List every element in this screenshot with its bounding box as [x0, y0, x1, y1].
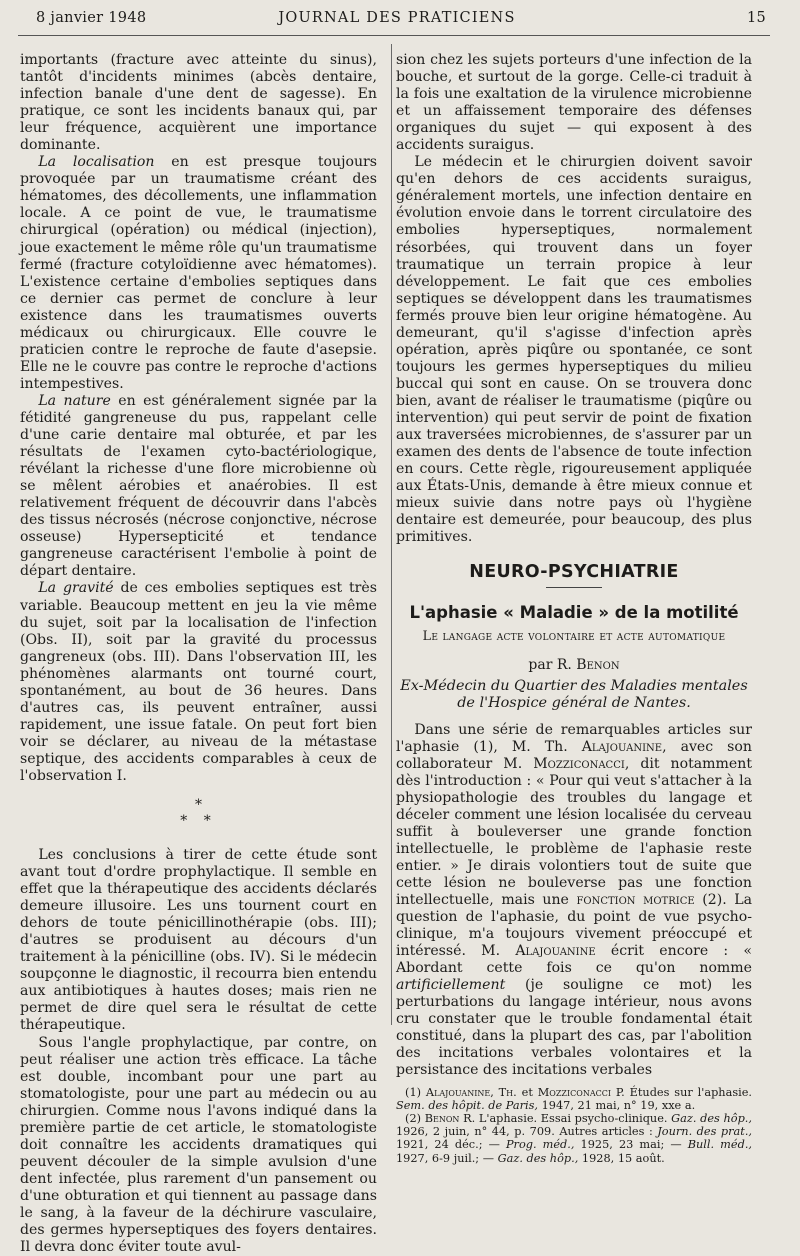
text: (2) — [405, 1111, 425, 1125]
paragraph-lead: La gravité — [38, 580, 114, 597]
footnote-1 — [396, 1086, 752, 1112]
text: Dans une série de remarquables articles sur l'aphasie (1), M. Th. — [396, 721, 752, 755]
paragraph-lead: La nature — [38, 392, 111, 409]
issue-date: 8 janvier 1948 — [36, 10, 147, 26]
emphasis-smallcaps: fonction motrice — [576, 892, 695, 909]
paragraph-text: de ces embolies septiques est très variable. Beaucoup mettent en jeu la vie même du sujet, soit par la localisation de l'infection (Obs. II), soit par la gravité du processus gangreneux (obs. III). Dans l'observation III, les phénomènes alarmants ont tourné court, spontanément, au bout de 36 heures. Dans d'autres cas, ils peuvent entraîner, aussi rapidement, une issue fatale. On peut fort bien voir se déclarer, au niveau de la métastase septique, des accidents comparables à ceux de l'observation I. — [20, 580, 377, 784]
journal-ref: Bull. méd., — [687, 1138, 752, 1152]
paragraph-text: en est presque toujours provoquée par un traumatisme créant des hématomes, des décollements, une inflammation locale. A ce point de vue, le traumatisme chirurgical (opération) ou médical (injection), joue exactement le même rôle qu'un traumatisme fermé (fracture cotyloïdienne avec hématomes). L'existence certaine d'embolies septiques dans ce dernier cas permet de conclure à leur existence dans les traumatismes ouverts médicaux ou chirurgicaux. Elle couvre le praticien contre le reproche de faute d'asepsie. Elle ne le couvre pas contre le reproche d'actions intempestives. — [20, 154, 377, 392]
text: 1921, 24 déc.; — — [396, 1138, 506, 1152]
journal-ref: Prog. méd., — [505, 1138, 575, 1152]
footnote-2 — [396, 1112, 752, 1165]
paragraph-lead: La localisation — [38, 154, 155, 171]
text: (je souligne ce mot) les perturbations du langage intérieur, nous avons cru constater que le trouble fondamental était constitué, dans la plupart des cas, par l'abolition des incitations verbales volontaires et la persistance des incitations verbales — [396, 977, 752, 1079]
text: (2). La question de l'aphasie, du point de vue psycho-clinique, m'a toujours vivement préoccupé et intéressé. M. — [396, 892, 753, 960]
paragraph — [20, 580, 377, 785]
cited-name: Alajouanine — [515, 943, 596, 960]
paragraph-text: en est généralement signée par la fétidité gangreneuse du pus, rappelant celle d'une carie dentaire mal obturée, et par les résultats de l'examen cyto-bactériologique, révélant la richesse d'une flore microbienne où se mêlent aérobies et anaérobies. Il est relativement fréquent de découvrir dans l'abcès des tissus nécrosés (nécrose conjonctive, nécrose osseuse) Hypersepticité et tendance gangreneuse caractérisent l'embolie à point de départ dentaire. — [20, 392, 377, 580]
journal-ref: Gaz. des hôp., — [497, 1151, 579, 1165]
cited-name: Mozziconacci — [537, 1085, 611, 1099]
paragraph — [396, 722, 752, 1080]
footnotes — [396, 1086, 752, 1165]
paragraph: Sous l'angle prophylactique, par contre, on peut réaliser une action très efficace. La tâche est double, incombant pour une part au stomatologiste, pour une part au médecin ou au chirurgien. Comme nous l'avons indiqué dans la première partie de cet article, le stomatologiste doit connaître les accidents dramatiques qui peuvent découler de la simple avulsion d'une dent infectée, plus rarement d'un pansement ou d'une obturation et qui tiennent au passage dans le sang, à la faveur de la déchirure vasculaire, des germes hyperseptiques des foyers dentaires. Il devra donc éviter toute avul- — [20, 1034, 377, 1256]
cited-name: Alajouanine — [581, 738, 663, 755]
cited-name: Alajouanine, Th. — [425, 1085, 517, 1099]
journal-ref: Sem. des hôpit. de Paris, — [396, 1098, 539, 1112]
section-break-asterisks — [20, 797, 377, 829]
text: (1) — [405, 1085, 426, 1099]
text: , avec son collaborateur M. — [396, 738, 752, 772]
asterisk-bottom: * * — [180, 813, 217, 830]
running-head — [28, 10, 766, 32]
paragraph: importants (fracture avec atteinte du sinus), tantôt d'incidents minimes (abcès dentaire, infection banale d'une dent de sagesse). En pratique, ce sont les incidents banaux qui, par leur fréquence, acquièrent une importance dominante. — [20, 52, 377, 154]
journal-title: JOURNAL DES PRATICIENS — [278, 10, 516, 26]
page-number: 15 — [746, 10, 766, 26]
asterisk-top: * — [195, 797, 202, 814]
article-title: L'aphasie « Maladie » de la motilité — [409, 603, 739, 623]
text: R. L'aphasie. Essai psycho-clinique. — [459, 1111, 672, 1125]
affiliation-line: Ex-Médecin du Quartier des Maladies mentales — [400, 677, 748, 694]
author-affiliation — [396, 678, 752, 712]
byline — [396, 657, 752, 674]
text: 1925, 23 mai; — — [574, 1138, 688, 1152]
right-column — [396, 52, 752, 1165]
author-name: R. Benon — [556, 656, 620, 673]
text: P. Études sur l'aphasie. — [611, 1085, 753, 1099]
article-subtitle: Le langage acte volontaire et acte automatique — [422, 628, 726, 644]
text: écrit encore : « Abordant cette fois ce qu'on nomme — [396, 943, 753, 977]
section-heading: NEURO-PSYCHIATRIE — [469, 562, 679, 583]
byline-prefix: par — [528, 656, 557, 673]
emphasis-italic: artificiellement — [396, 977, 506, 994]
text: , dit notamment dès l'introduction : « Pour qui veut s'attacher à la physiopathologie des troubles du langage et déceler comment une lésion localisée du cerveau suffit à bouleverser une grande fonction intellectuelle, le problème de l'aphasie reste entier. » Je dirais volontiers tout de suite que cette lésion ne bouleverse pas une fonction intellectuelle, mais une — [396, 755, 752, 909]
text: et — [516, 1085, 538, 1099]
paragraph — [20, 154, 377, 393]
paragraph: Les conclusions à tirer de cette étude sont avant tout d'ordre prophylactique. Il semble en effet que la thérapeutique des accidents déclarés demeure illusoire. Les uns tournent court en dehors de toute pénicillinothérapie (obs. III); d'autres se produisent au décours d'un traitement à la pénicilline (obs. IV). Si le médecin soupçonne le diagnostic, il recourra bien entendu aux antibiotiques à hautes doses; mais rien ne permet de dire quel sera le résultat de cette thérapeutique. — [20, 847, 377, 1034]
cited-name: Benon — [424, 1111, 460, 1125]
section-rule — [546, 587, 602, 588]
paragraph — [20, 393, 377, 581]
header-rule — [18, 35, 770, 36]
journal-ref: Journ. des prat., — [657, 1125, 753, 1139]
text: 1926, 2 juin, n° 44, p. 709. Autres articles : — [396, 1125, 658, 1139]
left-column — [20, 52, 377, 1256]
text: 1947, 21 mai, n° 19, xxe a. — [538, 1098, 696, 1112]
paragraph: Le médecin et le chirurgien doivent savoir qu'en dehors de ces accidents suraigus, généralement mortels, une infection dentaire en évolution envoie dans le torrent circulatoire des embolies hyperseptiques, normalement résorbées, qui trouvent dans un foyer traumatique un terrain propice à leur développement. Le fait que ces embolies septiques se développent dans les traumatismes fermés prouve bien leur origine hématogène. Au demeurant, qu'il s'agisse d'infection après opération, après piqûre ou spontanée, ce sont toujours les germes hyperseptiques du milieu buccal qui sont en cause. On se trouvera donc bien, avant de réaliser le traumatisme (piqûre ou intervention) qui peut servir de point de fixation aux traversées microbiennes, de s'assurer par un examen des dents de l'absence de toute infection en cours. Cette règle, rigoureusement appliquée aux États-Unis, demande à être mieux connue et mieux suivie dans notre pays où l'hygiène dentaire est demeurée, pour beaucoup, des plus primitives. — [396, 154, 752, 546]
column-divider — [391, 44, 392, 1025]
text: 1927, 6-9 juil.; — — [396, 1151, 498, 1165]
cited-name: Mozziconacci — [533, 755, 625, 772]
paragraph: sion chez les sujets porteurs d'une infection de la bouche, et surtout de la gorge. Celle-ci traduit à la fois une exaltation de la virulence microbienne et un affaissement temporaire des défenses organiques du sujet — qui exposent à des accidents suraigus. — [396, 52, 752, 154]
affiliation-line: de l'Hospice général de Nantes. — [457, 694, 691, 711]
journal-ref: Gaz. des hôp., — [671, 1111, 752, 1125]
text: 1928, 15 août. — [578, 1151, 665, 1165]
